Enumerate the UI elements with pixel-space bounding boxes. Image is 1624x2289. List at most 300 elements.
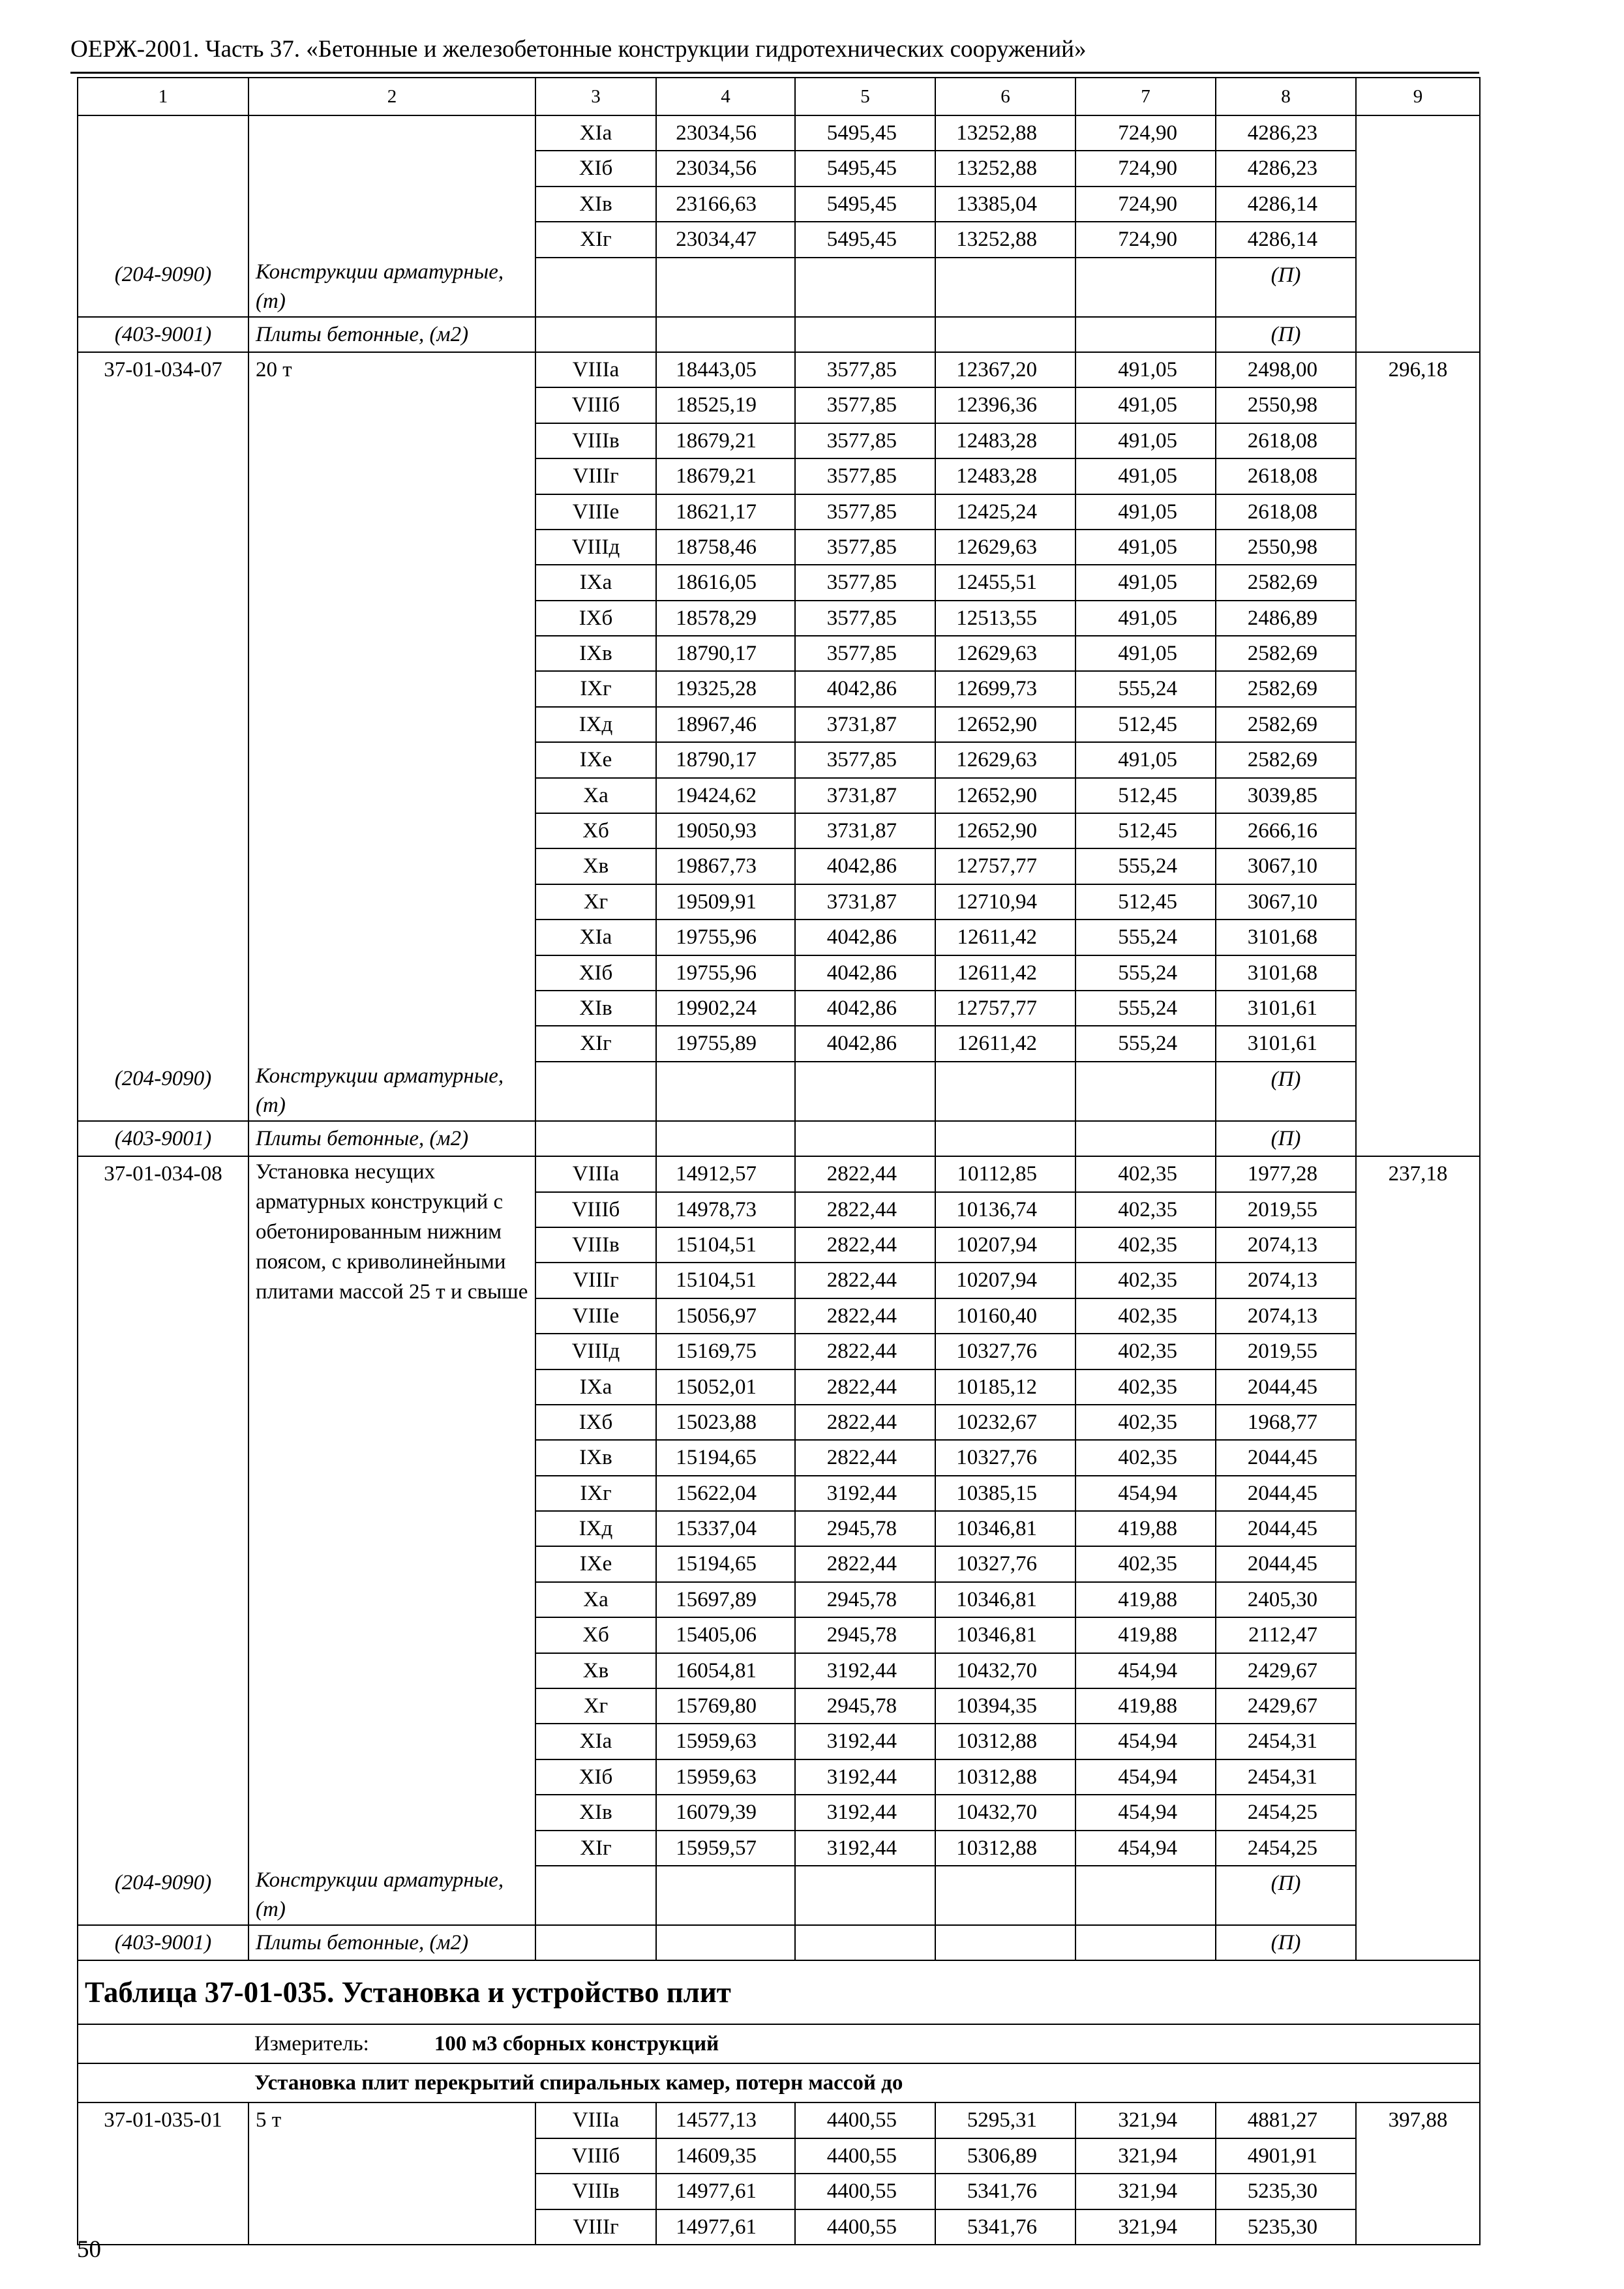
table-row <box>78 2102 1480 2138</box>
value-cell: 4286,23 <box>1216 115 1356 151</box>
value-cell: 2582,69 <box>1216 565 1356 600</box>
value-cell: 3577,85 <box>795 423 935 458</box>
value-cell: 23034,56 <box>656 115 795 151</box>
material-code: (403-9001) <box>78 1121 248 1156</box>
zone-cell: IXе <box>535 1546 656 1581</box>
value-cell: 3577,85 <box>795 352 935 387</box>
value-cell: 4042,86 <box>795 848 935 884</box>
value-cell: 19424,62 <box>656 778 795 813</box>
value-cell: 5495,45 <box>795 187 935 222</box>
value-cell: 2945,78 <box>795 1582 935 1617</box>
value-cell: 3101,61 <box>1216 991 1356 1026</box>
value-cell: 10327,76 <box>935 1546 1075 1581</box>
material-code: (403-9001) <box>78 317 248 352</box>
empty-cell <box>656 1925 795 1960</box>
empty-cell <box>535 1062 656 1121</box>
value-cell: 402,35 <box>1075 1263 1216 1298</box>
material-name: Плиты бетонные, (м2) <box>248 1925 535 1960</box>
value-cell: 15959,63 <box>656 1759 795 1795</box>
value-cell: 23034,56 <box>656 151 795 186</box>
zone-cell: VIIIд <box>535 530 656 565</box>
zone-cell: Xв <box>535 848 656 884</box>
value-cell: 491,05 <box>1075 352 1216 387</box>
value-cell: 419,88 <box>1075 1511 1216 1546</box>
value-cell: 2945,78 <box>795 1511 935 1546</box>
empty-cell <box>935 1062 1075 1121</box>
material-name: Конструкции арматурные, (т) <box>248 1866 535 1925</box>
zone-cell: VIIIб <box>535 2138 656 2174</box>
empty-cell <box>656 1866 795 1925</box>
value-cell: 512,45 <box>1075 884 1216 920</box>
value-cell: 12757,77 <box>935 991 1075 1026</box>
rate-name: 20 т <box>248 352 535 1062</box>
value-cell: 3067,10 <box>1216 884 1356 920</box>
empty-cell <box>935 317 1075 352</box>
zone-cell: Xа <box>535 778 656 813</box>
empty-cell <box>656 1062 795 1121</box>
zone-cell: XIб <box>535 1759 656 1795</box>
value-cell: 14912,57 <box>656 1156 795 1191</box>
value-cell: 2822,44 <box>795 1334 935 1369</box>
value-cell: 10136,74 <box>935 1192 1075 1227</box>
value-cell: 19325,28 <box>656 671 795 706</box>
value-cell: 2429,67 <box>1216 1653 1356 1688</box>
value-cell: 454,94 <box>1075 1724 1216 1759</box>
zone-cell: VIIIа <box>535 352 656 387</box>
value-cell: 18578,29 <box>656 601 795 636</box>
empty-cell <box>535 258 656 317</box>
value-cell: 3192,44 <box>795 1831 935 1866</box>
labor-cell: 237,18 <box>1356 1156 1480 1960</box>
value-cell: 13252,88 <box>935 222 1075 257</box>
value-cell: 2074,13 <box>1216 1227 1356 1263</box>
value-cell: 2582,69 <box>1216 671 1356 706</box>
value-cell: 15169,75 <box>656 1334 795 1369</box>
value-cell: 491,05 <box>1075 636 1216 671</box>
value-cell: 321,94 <box>1075 2174 1216 2209</box>
empty-cell <box>795 258 935 317</box>
value-cell: 4901,91 <box>1216 2138 1356 2174</box>
value-cell: 491,05 <box>1075 423 1216 458</box>
value-cell: 10312,88 <box>935 1831 1075 1866</box>
value-cell: 2822,44 <box>795 1227 935 1263</box>
value-cell: 10112,85 <box>935 1156 1075 1191</box>
zone-cell: XIб <box>535 151 656 186</box>
zone-cell: XIб <box>535 955 656 991</box>
value-cell: 2074,13 <box>1216 1263 1356 1298</box>
value-cell: 3192,44 <box>795 1759 935 1795</box>
zone-cell: IXа <box>535 565 656 600</box>
material-name: Плиты бетонные, (м2) <box>248 1121 535 1156</box>
value-cell: 15104,51 <box>656 1227 795 1263</box>
value-cell: 4042,86 <box>795 955 935 991</box>
empty-cell <box>795 317 935 352</box>
empty-cell <box>935 258 1075 317</box>
value-cell: 3101,68 <box>1216 955 1356 991</box>
material-value: (П) <box>1216 1121 1356 1156</box>
empty-cell <box>1075 317 1216 352</box>
value-cell: 10432,70 <box>935 1653 1075 1688</box>
zone-cell: IXг <box>535 671 656 706</box>
column-number: 7 <box>1075 78 1216 115</box>
empty-cell <box>535 1925 656 1960</box>
value-cell: 1977,28 <box>1216 1156 1356 1191</box>
page-header: ОЕРЖ-2001. Часть 37. «Бетонные и железобетонные конструкции гидротехнических сооружений» <box>70 36 1087 63</box>
value-cell: 23166,63 <box>656 187 795 222</box>
table-subtitle: Установка плит перекрытий спиральных камер, потерн массой до <box>78 2063 1480 2102</box>
empty-cell <box>656 1121 795 1156</box>
value-cell: 491,05 <box>1075 387 1216 423</box>
value-cell: 12513,55 <box>935 601 1075 636</box>
empty-cell <box>78 115 248 258</box>
value-cell: 12652,90 <box>935 707 1075 742</box>
value-cell: 321,94 <box>1075 2209 1216 2245</box>
value-cell: 724,90 <box>1075 187 1216 222</box>
material-value: (П) <box>1216 258 1356 317</box>
value-cell: 3192,44 <box>795 1476 935 1511</box>
value-cell: 16079,39 <box>656 1795 795 1830</box>
table-row <box>78 352 1480 387</box>
value-cell: 14609,35 <box>656 2138 795 2174</box>
value-cell: 4286,14 <box>1216 222 1356 257</box>
table-title: Таблица 37-01-035. Установка и устройство плит <box>78 1960 1480 2024</box>
value-cell: 2822,44 <box>795 1298 935 1334</box>
rate-code: 37-01-035-01 <box>78 2102 248 2245</box>
meter-cell <box>78 2024 1480 2063</box>
value-cell: 3101,61 <box>1216 1026 1356 1061</box>
value-cell: 15023,88 <box>656 1405 795 1440</box>
value-cell: 512,45 <box>1075 778 1216 813</box>
value-cell: 15056,97 <box>656 1298 795 1334</box>
value-cell: 10312,88 <box>935 1724 1075 1759</box>
column-numbers-row <box>78 78 1480 115</box>
zone-cell: IXб <box>535 1405 656 1440</box>
value-cell: 18758,46 <box>656 530 795 565</box>
zone-cell: IXб <box>535 601 656 636</box>
value-cell: 14977,61 <box>656 2174 795 2209</box>
value-cell: 18790,17 <box>656 742 795 777</box>
value-cell: 2454,31 <box>1216 1759 1356 1795</box>
value-cell: 12611,42 <box>935 1026 1075 1061</box>
value-cell: 13252,88 <box>935 151 1075 186</box>
value-cell: 10185,12 <box>935 1369 1075 1405</box>
empty-cell <box>248 115 535 258</box>
labor-cell: 296,18 <box>1356 352 1480 1156</box>
value-cell: 555,24 <box>1075 848 1216 884</box>
value-cell: 2582,69 <box>1216 636 1356 671</box>
value-cell: 724,90 <box>1075 222 1216 257</box>
value-cell: 402,35 <box>1075 1334 1216 1369</box>
rate-name: 5 т <box>248 2102 535 2245</box>
value-cell: 3577,85 <box>795 458 935 494</box>
value-cell: 5495,45 <box>795 115 935 151</box>
empty-cell <box>795 1866 935 1925</box>
value-cell: 12367,20 <box>935 352 1075 387</box>
value-cell: 3101,68 <box>1216 920 1356 955</box>
empty-cell <box>935 1121 1075 1156</box>
zone-cell: XIа <box>535 920 656 955</box>
value-cell: 3577,85 <box>795 601 935 636</box>
value-cell: 19050,93 <box>656 813 795 848</box>
value-cell: 18525,19 <box>656 387 795 423</box>
value-cell: 10385,15 <box>935 1476 1075 1511</box>
value-cell: 491,05 <box>1075 458 1216 494</box>
value-cell: 419,88 <box>1075 1688 1216 1724</box>
value-cell: 19902,24 <box>656 991 795 1026</box>
empty-cell <box>535 1121 656 1156</box>
value-cell: 491,05 <box>1075 565 1216 600</box>
meter-value: 100 м3 сборных конструкций <box>434 2032 719 2056</box>
value-cell: 512,45 <box>1075 813 1216 848</box>
value-cell: 491,05 <box>1075 742 1216 777</box>
rate-code: 37-01-034-08 <box>78 1156 248 1866</box>
column-number: 3 <box>535 78 656 115</box>
value-cell: 2429,67 <box>1216 1688 1356 1724</box>
material-code: (403-9001) <box>78 1925 248 1960</box>
empty-cell <box>535 1866 656 1925</box>
value-cell: 2454,31 <box>1216 1724 1356 1759</box>
value-cell: 18679,21 <box>656 458 795 494</box>
zone-cell: Xг <box>535 884 656 920</box>
value-cell: 10394,35 <box>935 1688 1075 1724</box>
zone-cell: IXа <box>535 1369 656 1405</box>
zone-cell: Xб <box>535 1617 656 1653</box>
value-cell: 2454,25 <box>1216 1795 1356 1830</box>
value-cell: 4042,86 <box>795 991 935 1026</box>
zone-cell: IXв <box>535 636 656 671</box>
value-cell: 555,24 <box>1075 671 1216 706</box>
value-cell: 2044,45 <box>1216 1476 1356 1511</box>
value-cell: 724,90 <box>1075 115 1216 151</box>
zone-cell: XIг <box>535 222 656 257</box>
value-cell: 5306,89 <box>935 2138 1075 2174</box>
value-cell: 5495,45 <box>795 222 935 257</box>
value-cell: 3577,85 <box>795 636 935 671</box>
value-cell: 2044,45 <box>1216 1369 1356 1405</box>
zone-cell: Xа <box>535 1582 656 1617</box>
value-cell: 2112,47 <box>1216 1617 1356 1653</box>
value-cell: 4042,86 <box>795 671 935 706</box>
value-cell: 19755,96 <box>656 955 795 991</box>
value-cell: 4400,55 <box>795 2209 935 2245</box>
value-cell: 10346,81 <box>935 1511 1075 1546</box>
value-cell: 2822,44 <box>795 1369 935 1405</box>
value-cell: 18616,05 <box>656 565 795 600</box>
value-cell: 12652,90 <box>935 778 1075 813</box>
value-cell: 13385,04 <box>935 187 1075 222</box>
value-cell: 18679,21 <box>656 423 795 458</box>
value-cell: 2405,30 <box>1216 1582 1356 1617</box>
value-cell: 3731,87 <box>795 778 935 813</box>
rate-name: Установка несущих арматурных конструкций с обетонированным нижним поясом, с криволинейными плитами массой 25 т и свыше <box>248 1156 535 1866</box>
zone-cell: VIIIв <box>535 1227 656 1263</box>
zone-cell: IXд <box>535 707 656 742</box>
value-cell: 19755,89 <box>656 1026 795 1061</box>
subtitle-row <box>78 2063 1480 2102</box>
table-row <box>78 115 1480 151</box>
material-row <box>78 1925 1480 1960</box>
empty-cell <box>1075 258 1216 317</box>
labor-cell: 397,88 <box>1356 2102 1480 2245</box>
value-cell: 2044,45 <box>1216 1546 1356 1581</box>
value-cell: 724,90 <box>1075 151 1216 186</box>
value-cell: 12611,42 <box>935 955 1075 991</box>
zone-cell: VIIIа <box>535 1156 656 1191</box>
zone-cell: IXе <box>535 742 656 777</box>
value-cell: 512,45 <box>1075 707 1216 742</box>
value-cell: 10327,76 <box>935 1334 1075 1369</box>
zone-cell: IXд <box>535 1511 656 1546</box>
value-cell: 4400,55 <box>795 2174 935 2209</box>
value-cell: 19867,73 <box>656 848 795 884</box>
value-cell: 2454,25 <box>1216 1831 1356 1866</box>
empty-cell <box>535 317 656 352</box>
zone-cell: Xг <box>535 1688 656 1724</box>
value-cell: 2945,78 <box>795 1688 935 1724</box>
value-cell: 402,35 <box>1075 1369 1216 1405</box>
value-cell: 2822,44 <box>795 1156 935 1191</box>
value-cell: 4286,14 <box>1216 187 1356 222</box>
value-cell: 4286,23 <box>1216 151 1356 186</box>
value-cell: 12757,77 <box>935 848 1075 884</box>
zone-cell: VIIIг <box>535 1263 656 1298</box>
value-cell: 2019,55 <box>1216 1334 1356 1369</box>
value-cell: 14577,13 <box>656 2102 795 2138</box>
rates-table <box>77 77 1481 2245</box>
value-cell: 3577,85 <box>795 530 935 565</box>
material-name: Плиты бетонные, (м2) <box>248 317 535 352</box>
value-cell: 14978,73 <box>656 1192 795 1227</box>
zone-cell: VIIIв <box>535 423 656 458</box>
column-number: 5 <box>795 78 935 115</box>
value-cell: 2822,44 <box>795 1263 935 1298</box>
value-cell: 3731,87 <box>795 813 935 848</box>
empty-cell <box>1075 1925 1216 1960</box>
value-cell: 15052,01 <box>656 1369 795 1405</box>
zone-cell: VIIIд <box>535 1334 656 1369</box>
value-cell: 402,35 <box>1075 1546 1216 1581</box>
meter-label: Измеритель: <box>254 2032 369 2056</box>
value-cell: 555,24 <box>1075 920 1216 955</box>
column-number: 1 <box>78 78 248 115</box>
value-cell: 10346,81 <box>935 1582 1075 1617</box>
empty-cell <box>795 1925 935 1960</box>
value-cell: 1968,77 <box>1216 1405 1356 1440</box>
material-value: (П) <box>1216 1062 1356 1121</box>
value-cell: 491,05 <box>1075 494 1216 530</box>
column-number: 8 <box>1216 78 1356 115</box>
empty-cell <box>656 317 795 352</box>
value-cell: 18790,17 <box>656 636 795 671</box>
value-cell: 12629,63 <box>935 530 1075 565</box>
value-cell: 2550,98 <box>1216 387 1356 423</box>
value-cell: 2822,44 <box>795 1546 935 1581</box>
value-cell: 419,88 <box>1075 1582 1216 1617</box>
value-cell: 3731,87 <box>795 884 935 920</box>
material-code: (204-9090) <box>78 1062 248 1121</box>
value-cell: 3067,10 <box>1216 848 1356 884</box>
zone-cell: IXг <box>535 1476 656 1511</box>
value-cell: 402,35 <box>1075 1405 1216 1440</box>
value-cell: 15337,04 <box>656 1511 795 1546</box>
value-cell: 555,24 <box>1075 1026 1216 1061</box>
value-cell: 12396,36 <box>935 387 1075 423</box>
value-cell: 12652,90 <box>935 813 1075 848</box>
value-cell: 12483,28 <box>935 458 1075 494</box>
zone-cell: VIIIг <box>535 458 656 494</box>
value-cell: 12425,24 <box>935 494 1075 530</box>
value-cell: 454,94 <box>1075 1759 1216 1795</box>
value-cell: 12699,73 <box>935 671 1075 706</box>
column-number: 9 <box>1356 78 1480 115</box>
value-cell: 19509,91 <box>656 884 795 920</box>
value-cell: 4400,55 <box>795 2138 935 2174</box>
value-cell: 2582,69 <box>1216 742 1356 777</box>
column-number: 6 <box>935 78 1075 115</box>
value-cell: 3577,85 <box>795 387 935 423</box>
value-cell: 10207,94 <box>935 1227 1075 1263</box>
value-cell: 491,05 <box>1075 530 1216 565</box>
value-cell: 402,35 <box>1075 1227 1216 1263</box>
value-cell: 15405,06 <box>656 1617 795 1653</box>
material-row <box>78 317 1480 352</box>
value-cell: 3192,44 <box>795 1724 935 1759</box>
value-cell: 15769,80 <box>656 1688 795 1724</box>
value-cell: 402,35 <box>1075 1298 1216 1334</box>
meter-row <box>78 2024 1480 2063</box>
table-row <box>78 1156 1480 1191</box>
value-cell: 2486,89 <box>1216 601 1356 636</box>
empty-cell <box>656 258 795 317</box>
value-cell: 16054,81 <box>656 1653 795 1688</box>
value-cell: 12455,51 <box>935 565 1075 600</box>
value-cell: 23034,47 <box>656 222 795 257</box>
value-cell: 10346,81 <box>935 1617 1075 1653</box>
value-cell: 12629,63 <box>935 636 1075 671</box>
value-cell: 12710,94 <box>935 884 1075 920</box>
zone-cell: Xв <box>535 1653 656 1688</box>
value-cell: 15697,89 <box>656 1582 795 1617</box>
value-cell: 13252,88 <box>935 115 1075 151</box>
value-cell: 15194,65 <box>656 1546 795 1581</box>
rate-code: 37-01-034-07 <box>78 352 248 1062</box>
zone-cell: VIIIе <box>535 494 656 530</box>
value-cell: 10207,94 <box>935 1263 1075 1298</box>
empty-cell <box>1075 1866 1216 1925</box>
value-cell: 555,24 <box>1075 955 1216 991</box>
zone-cell: Xб <box>535 813 656 848</box>
empty-cell <box>1075 1062 1216 1121</box>
value-cell: 454,94 <box>1075 1653 1216 1688</box>
value-cell: 4881,27 <box>1216 2102 1356 2138</box>
empty-cell <box>1356 115 1480 352</box>
material-name: Конструкции арматурные, (т) <box>248 1062 535 1121</box>
zone-cell: VIIIг <box>535 2209 656 2245</box>
value-cell: 3039,85 <box>1216 778 1356 813</box>
value-cell: 18621,17 <box>656 494 795 530</box>
value-cell: 3577,85 <box>795 565 935 600</box>
material-name: Конструкции арматурные, (т) <box>248 258 535 317</box>
value-cell: 3731,87 <box>795 707 935 742</box>
page-number: 50 <box>77 2236 101 2263</box>
zone-cell: XIа <box>535 1724 656 1759</box>
value-cell: 15622,04 <box>656 1476 795 1511</box>
value-cell: 454,94 <box>1075 1831 1216 1866</box>
value-cell: 10327,76 <box>935 1440 1075 1475</box>
zone-cell: XIв <box>535 1795 656 1830</box>
zone-cell: VIIIа <box>535 2102 656 2138</box>
value-cell: 2945,78 <box>795 1617 935 1653</box>
